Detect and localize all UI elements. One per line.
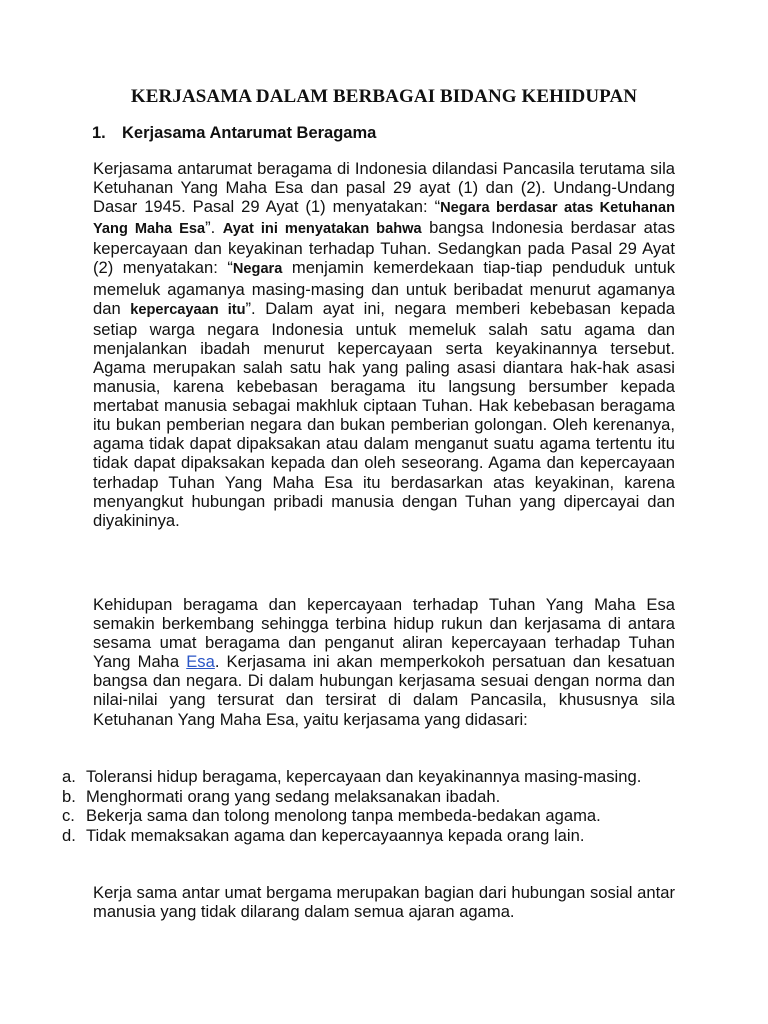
section-heading-text: Kerjasama Antarumat Beragama [122, 124, 377, 142]
section-number: 1. [92, 124, 106, 142]
cooperation-basis-list [62, 767, 676, 845]
quote-article-29-2-start: Negara [232, 261, 283, 278]
esa-link[interactable]: Esa [186, 652, 215, 672]
paragraph-2 [93, 595, 675, 729]
list-item-marker: c. [62, 806, 75, 826]
paragraph-2-part-2: . Kerjasama ini akan memperkokoh persatuan dan kesatuan bangsa dan negara. Di dalam hubungan kerjasama sesuai dengan norma dan nilai-nilai yang tersurat dan tersirat di dalam Pancasila, khususnya sila Ketuhanan Yang Maha Esa, yaitu kerjasama yang didasari: [93, 652, 675, 729]
list-item-text: Tidak memaksakan agama dan kepercayaannya kepada orang lain. [86, 825, 585, 845]
paragraph-1-part-1: Kerjasama antarumat beragama di Indonesia dilandasi Pancasila terutama sila Ketuhanan Yang Maha Esa dan pasal 29 ayat (1) dan (2). Undang-Undang Dasar 1945. Pasal 29 Ayat (1) menyatakan: “ [93, 159, 675, 217]
paragraph-1-part-2: ”. [205, 218, 223, 238]
list-item [62, 806, 676, 826]
paragraph-1-part-4: menjamin kemerdekaan tiap-tiap penduduk untuk memeluk agamanya masing-masing dan untuk beribadat menurut agamanya dan [93, 258, 675, 318]
section-heading [92, 124, 376, 143]
list-item-marker: a. [62, 767, 76, 786]
list-item [62, 787, 676, 807]
document-title: KERJASAMA DALAM BERBAGAI BIDANG KEHIDUPAN [130, 86, 638, 107]
list-item [62, 767, 676, 787]
list-item-text: Toleransi hidup beragama, kepercayaan dan keyakinannya masing-masing. [86, 767, 642, 786]
paragraph-1-emphasis: Ayat ini menyatakan bahwa [222, 221, 422, 238]
paragraph-3: Kerja sama antar umat bergama merupakan bagian dari hubungan sosial antar manusia yang tidak dilarang dalam semua ajaran agama. [93, 883, 675, 922]
list-item-text: Menghormati orang yang sedang melaksanakan ibadah. [86, 786, 501, 806]
list-item-marker: b. [62, 786, 76, 806]
quote-article-29-1: Negara berdasar atas Ketuhanan Yang Maha Esa [93, 200, 675, 238]
paragraph-1-part-5: ”. Dalam ayat ini, negara memberi kebebasan kepada setiap warga negara Indonesia untuk memeluk salah satu agama dan menjalankan ibadah menurut kepercayaan serta keyakinannya tersebut. Agama merupakan salah satu hak yang paling asasi diantara hak-hak asasi manusia, karena kebebasan beragama itu langsung bersumber kepada mertabat manusia sebagai makhluk ciptaan Tuhan. Hak kebebasan beragama itu bukan pemberian negara dan bukan pemberian golongan. Oleh kerenanya, agama tidak dapat dipaksakan atau dalam menganut suatu agama tertentu itu tidak dapat dipaksakan kepada dan oleh seseorang. Agama dan kepercayaan terhadap Tuhan Yang Maha Esa itu berdasarkan atas keyakinan, karena menyangkut hubungan pribadi manusia dengan Tuhan yang dipercayai dan diyakininya. [93, 298, 675, 530]
list-item [62, 826, 676, 846]
list-item-marker: d. [62, 825, 76, 845]
list-item-text: Bekerja sama dan tolong menolong tanpa membeda-bedakan agama. [86, 806, 601, 826]
quote-article-29-2-end: kepercayaan itu [130, 301, 246, 318]
paragraph-2-part-1: Kehidupan beragama dan kepercayaan terhadap Tuhan Yang Maha Esa semakin berkembang sehingga terbina hidup rukun dan kerjasama di antara sesama umat beragama dan penganut aliran kepercayaan terhadap Tuhan Yang Maha [93, 595, 675, 672]
paragraph-1-part-3: bangsa Indonesia berdasar atas kepercayaan dan keyakinan terhadap Tuhan. Sedangkan pada Pasal 29 Ayat (2) menyatakan: “ [93, 218, 675, 278]
paragraph-1 [93, 159, 675, 530]
